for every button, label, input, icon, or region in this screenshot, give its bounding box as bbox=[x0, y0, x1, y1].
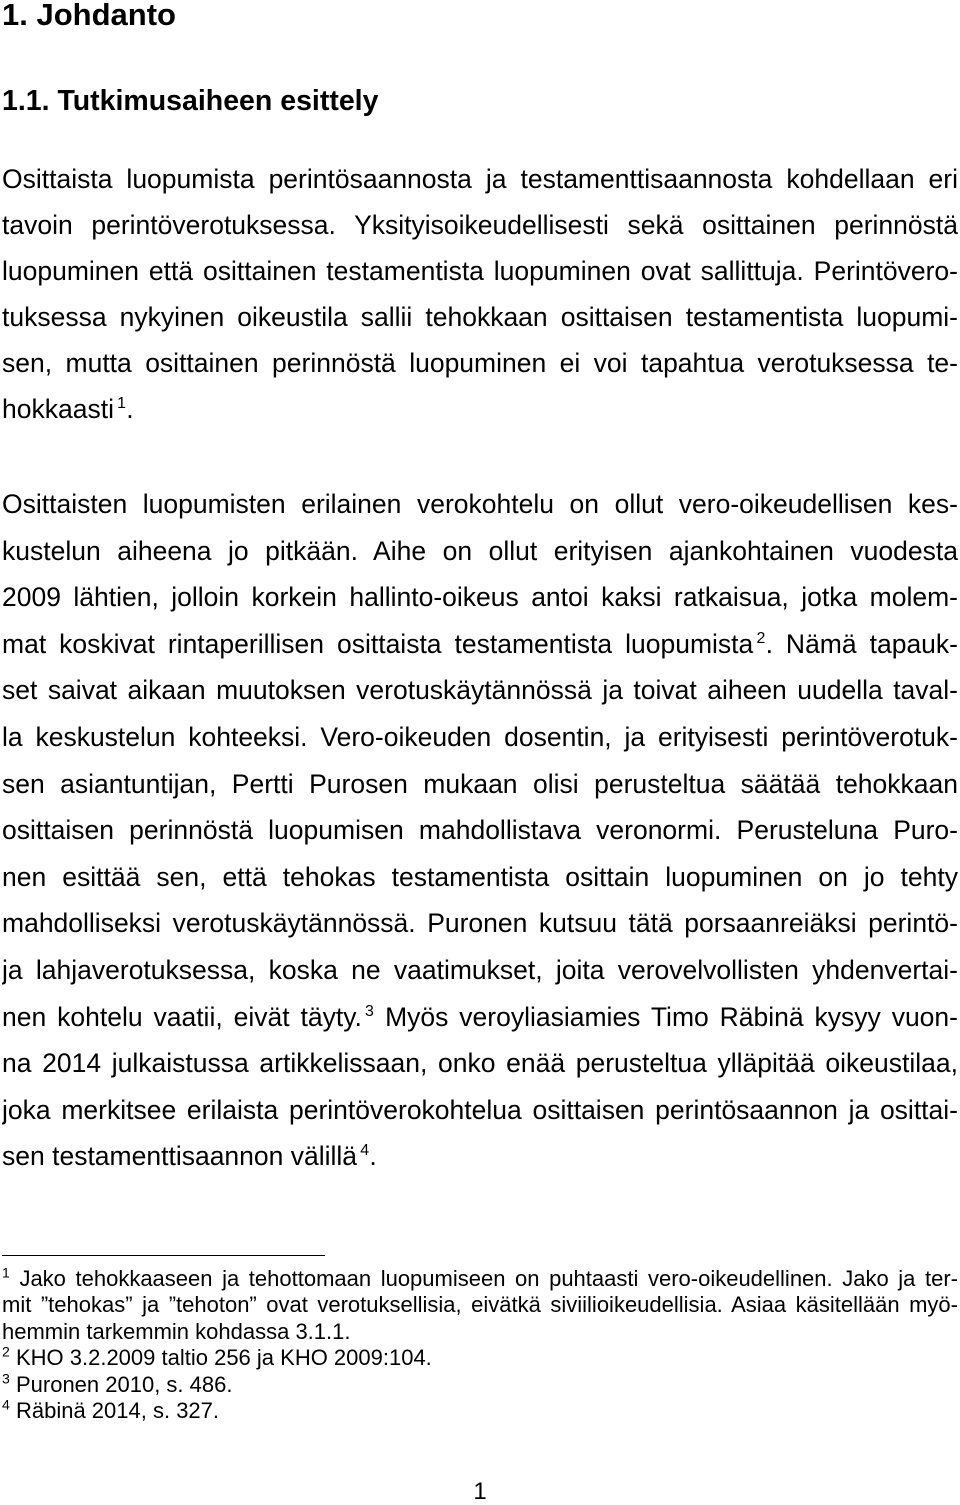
paragraph-2-line-15 bbox=[2, 1133, 958, 1180]
section-heading: 1.1. Tutkimusaiheen esittely bbox=[2, 85, 379, 117]
footnote-text: Räbinä 2014, s. 327. bbox=[15, 1397, 220, 1423]
line-text: nen kohtelu vaatii, eivät täyty. bbox=[2, 1001, 362, 1032]
footnote-1-line-3: hemmin tarkemmin kohdassa 3.1.1. bbox=[2, 1318, 351, 1344]
paragraph-1-line-4: tuksessa nykyinen oikeustila sallii tehokkaan osittaisen testamentista luopumi- bbox=[2, 302, 958, 332]
footnote-reference-3: 3 bbox=[365, 1002, 374, 1020]
footnote-text: Jako tehokkaaseen ja tehottomaan luopumiseen on puhtaasti vero-oikeudellinen. Jako ja ter- bbox=[19, 1266, 958, 1291]
paragraph-1-line-1: Osittaista luopumista perintösaannosta ja testamenttisaannosta kohdellaan eri bbox=[2, 164, 958, 194]
footnote-number: 1 bbox=[2, 1266, 10, 1281]
paragraph-2-line-9: nen esittää sen, että tehokas testamentista osittain luopuminen on jo tehty bbox=[2, 861, 958, 892]
line-text: mat koskivat rintaperillisen osittaista testamentista luopumista bbox=[2, 628, 754, 659]
paragraph-2-line-14: joka merkitsee erilaista perintöverokohtelua osittaisen perintösaannon ja osittai- bbox=[2, 1094, 958, 1125]
paragraph-1-line-3: luopuminen että osittainen testamentista luopuminen ovat sallittuja. Perintövero- bbox=[2, 256, 958, 286]
footnote-2 bbox=[2, 1345, 958, 1371]
footnote-1-line-1 bbox=[2, 1266, 958, 1292]
line-text: hokkaasti bbox=[2, 394, 114, 424]
paragraph-2-line-10: mahdolliseksi verotuskäytännössä. Puronen kutsuu tätä porsaanreiäksi perintö- bbox=[2, 908, 958, 939]
footnote-1-line-2: mit ”tehokas” ja ”tehoton” ovat verotuksellisia, eivätkä siviilioikeudellisia. Asiaa käsitellään myö- bbox=[2, 1292, 958, 1318]
paragraph-2-line-7: sen asiantuntijan, Pertti Purosen mukaan olisi perusteltua säätää tehokkaan bbox=[2, 768, 958, 799]
line-text: . bbox=[369, 1141, 377, 1172]
paragraph-1 bbox=[2, 156, 958, 432]
paragraph-2-line-6: la keskustelun kohteeksi. Vero-oikeuden dosentin, ja erityisesti perintöverotuk- bbox=[2, 721, 958, 752]
paragraph-2-line-12 bbox=[2, 994, 958, 1041]
footnotes bbox=[2, 1266, 958, 1424]
paragraph-2-line-5: set saivat aikaan muutoksen verotuskäytännössä ja toivat aiheen uudella taval- bbox=[2, 675, 958, 706]
paragraph-1-line-5: sen, mutta osittainen perinnöstä luopuminen ei voi tapahtua verotuksessa te- bbox=[2, 348, 958, 378]
paragraph-2-line-1: Osittaisten luopumisten erilainen verokohtelu on ollut vero-oikeudellisen kes- bbox=[2, 489, 958, 519]
chapter-heading: 1. Johdanto bbox=[2, 0, 176, 32]
footnote-3 bbox=[2, 1372, 958, 1398]
footnote-separator bbox=[2, 1255, 325, 1256]
footnote-reference-2: 2 bbox=[756, 629, 766, 647]
line-text: . Nämä tapauk- bbox=[765, 628, 958, 659]
footnote-text: Puronen 2010, s. 486. bbox=[15, 1371, 233, 1397]
line-text: sen testamenttisaannon välillä bbox=[2, 1141, 358, 1172]
footnote-number: 4 bbox=[2, 1397, 10, 1413]
paragraph-2-line-8: osittaisen perinnöstä luopumisen mahdollistava veronormi. Perusteluna Puro- bbox=[2, 815, 958, 846]
footnote-4 bbox=[2, 1398, 958, 1424]
footnote-number: 3 bbox=[2, 1371, 10, 1387]
paragraph-2-line-4 bbox=[2, 621, 958, 668]
line-text: . bbox=[126, 394, 134, 424]
paragraph-2 bbox=[2, 481, 958, 1180]
paragraph-2-line-2: kustelun aiheena jo pitkään. Aihe on ollut erityisen ajankohtainen vuodesta bbox=[2, 535, 958, 566]
footnote-reference-4: 4 bbox=[360, 1142, 370, 1160]
footnote-reference-1: 1 bbox=[117, 395, 126, 413]
paragraph-1-line-2: tavoin perintöverotuksessa. Yksityisoikeudellisesti sekä osittainen perinnöstä bbox=[2, 210, 958, 240]
paragraph-2-line-11: ja lahjaverotuksessa, koska ne vaatimukset, joita verovelvollisten yhdenvertai- bbox=[2, 954, 958, 985]
line-text: Myös veroyliasiamies Timo Räbinä kysyy vuon- bbox=[374, 1001, 958, 1032]
paragraph-1-line-6 bbox=[2, 386, 958, 432]
footnote-number: 2 bbox=[2, 1345, 10, 1360]
paragraph-2-line-13: na 2014 julkaistussa artikkelissaan, onko enää perusteltua ylläpitää oikeustilaa, bbox=[2, 1048, 958, 1079]
footnote-text: KHO 3.2.2009 taltio 256 ja KHO 2009:104. bbox=[15, 1345, 432, 1371]
paragraph-2-line-3: 2009 lähtien, jolloin korkein hallinto-oikeus antoi kaksi ratkaisua, jotka molem- bbox=[2, 582, 958, 613]
page-number: 1 bbox=[473, 1478, 487, 1505]
